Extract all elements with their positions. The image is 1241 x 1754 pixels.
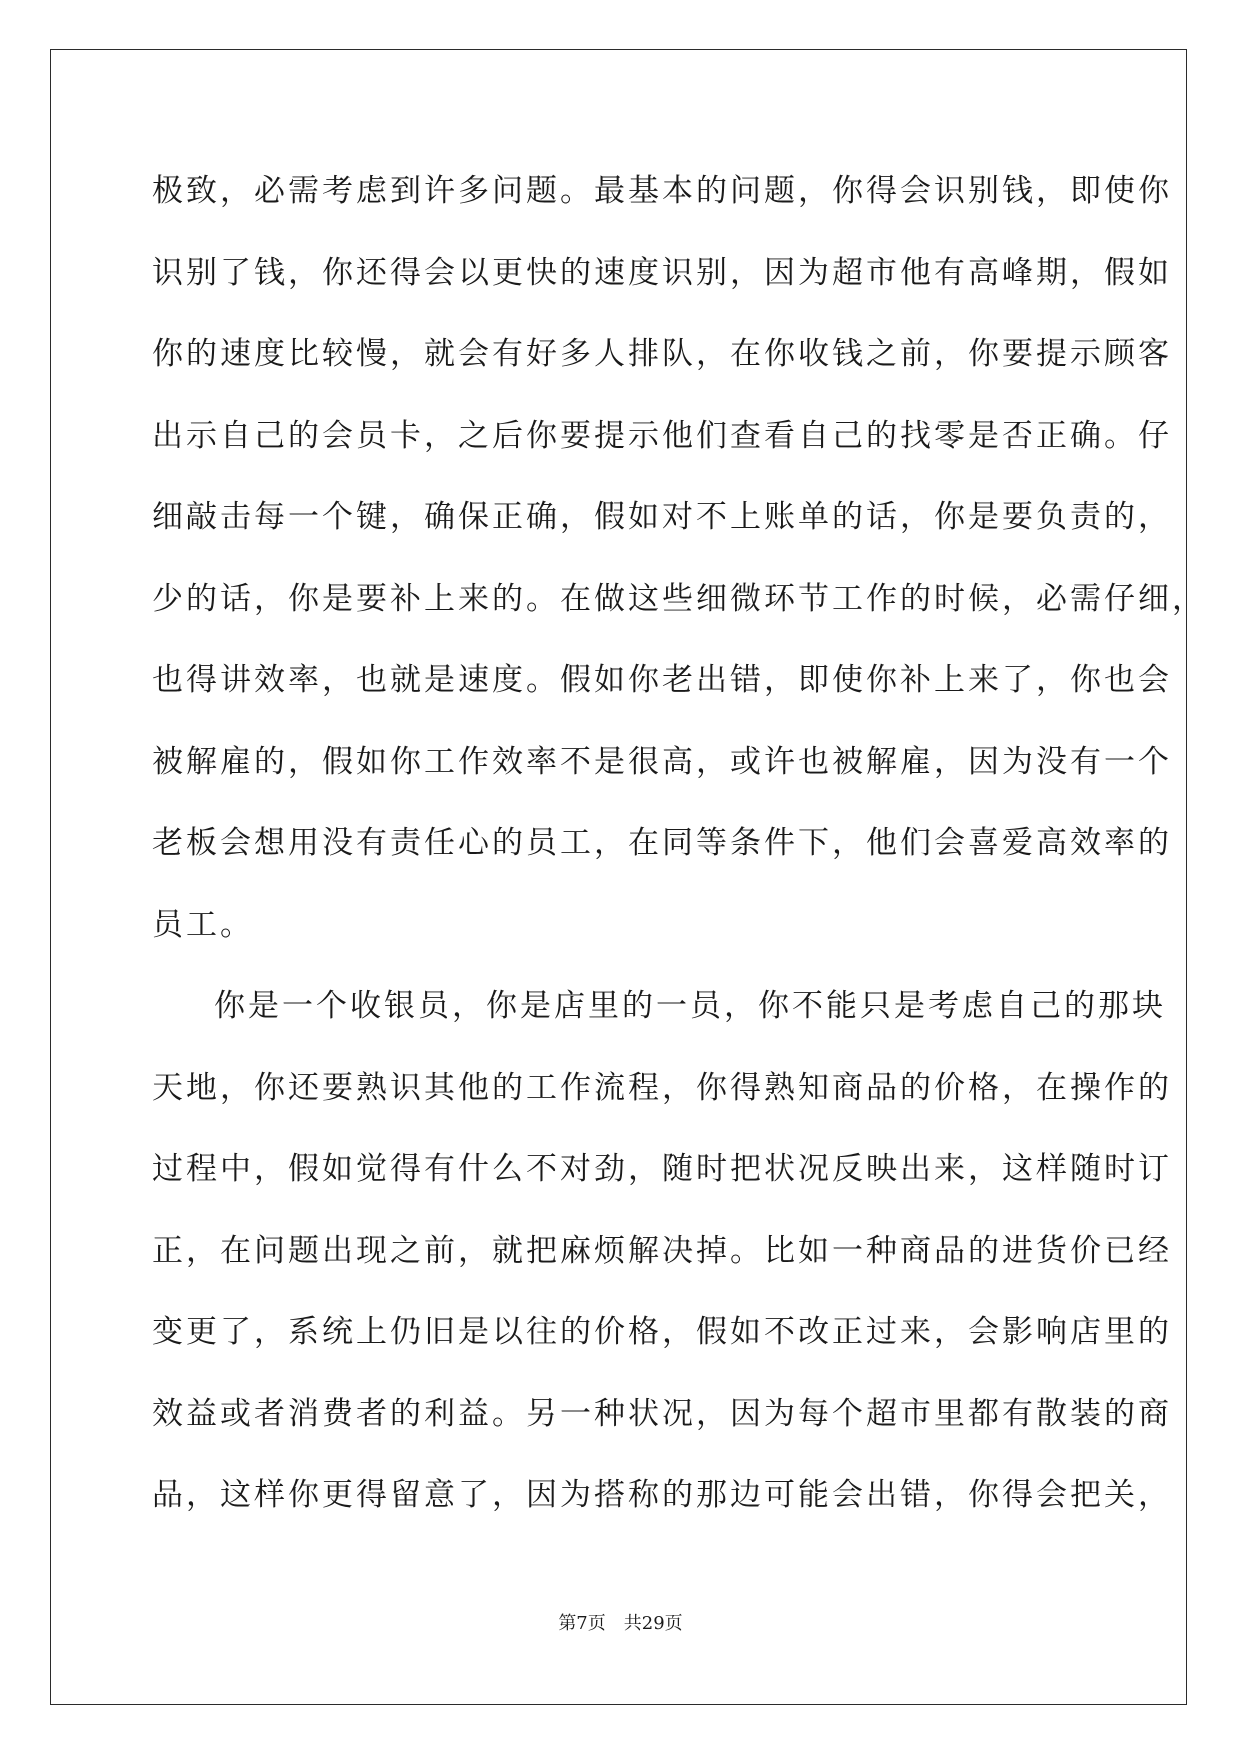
text-line: 也得讲效率，也就是速度。假如你老出错，即使你补上来了，你也会 <box>152 662 1172 698</box>
text-line: 识别了钱，你还得会以更快的速度识别，因为超市他有高峰期，假如 <box>152 254 1172 291</box>
document-body <box>152 163 1206 1549</box>
text-line: 变更了，系统上仍旧是以往的价格，假如不改正过来，会影响店里的 <box>152 1314 1172 1350</box>
total-pages: 共29页 <box>623 1613 683 1634</box>
text-line: 出示自己的会员卡，之后你要提示他们查看自己的找零是否正确。仔 <box>152 417 1172 454</box>
text-line: 极致，必需考虑到许多问题。最基本的问题，你得会识别钱，即使你 <box>152 173 1172 209</box>
text-line: 过程中，假如觉得有什么不对劲，随时把状况反映出来，这样随时订 <box>152 1151 1172 1187</box>
current-page-number: 第7页 <box>558 1613 606 1634</box>
text-line: 细敲击每一个键，确保正确，假如对不上账单的话，你是要负责的， <box>152 499 1172 535</box>
text-line: 老板会想用没有责任心的员工，在同等条件下，他们会喜爱高效率的 <box>152 825 1172 861</box>
paragraph-start-line: 你是一个收银员，你是店里的一员，你不能只是考虑自己的那块 <box>214 988 1166 1024</box>
page-footer <box>0 1609 1241 1635</box>
text-line: 正，在问题出现之前，就把麻烦解决掉。比如一种商品的进货价已经 <box>152 1232 1172 1269</box>
text-line: 品，这样你更得留意了，因为搭称的那边可能会出错，你得会把关， <box>152 1477 1172 1513</box>
text-line: 天地，你还要熟识其他的工作流程，你得熟知商品的价格，在操作的 <box>152 1069 1172 1106</box>
text-line: 员工。 <box>152 906 254 943</box>
text-line: 效益或者消费者的利益。另一种状况，因为每个超市里都有散装的商 <box>152 1395 1172 1432</box>
text-line: 少的话，你是要补上来的。在做这些细微环节工作的时候，必需仔细， <box>152 580 1206 617</box>
text-line: 你的速度比较慢，就会有好多人排队，在你收钱之前，你要提示顾客 <box>152 336 1172 372</box>
text-line: 被解雇的，假如你工作效率不是很高，或许也被解雇，因为没有一个 <box>152 743 1172 780</box>
